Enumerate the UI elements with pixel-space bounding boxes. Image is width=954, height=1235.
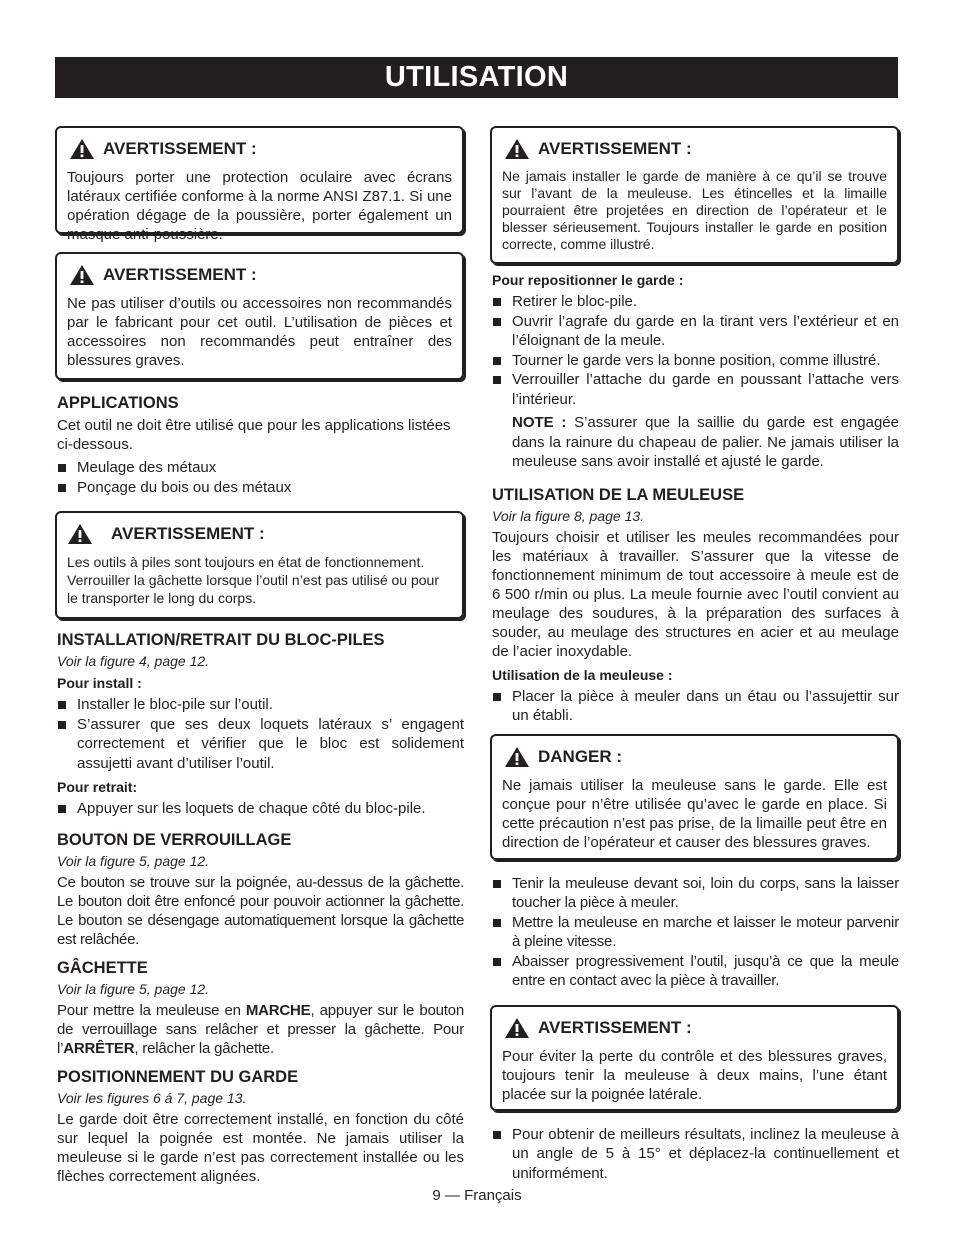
remove-label: Pour retrait: xyxy=(57,779,138,795)
warning-title: AVERTISSEMENT : xyxy=(103,265,257,284)
figure-reference: Voir la figure 8, page 13. xyxy=(492,507,645,524)
list-item: Meulage des métaux xyxy=(55,458,464,478)
right-column xyxy=(490,126,899,1187)
list-item: Verrouiller l’attache du garde en poussant l’attache vers l’intérieur. xyxy=(490,370,899,409)
warning-text: Ne jamais installer le garde de manière à ce qu’il se trouve sur l’avant de la meuleuse. Les étincelles et la limaille pourraient être projetées en direction de l’opérateur et le blesser sérieusement. Toujours installer le garde en position correcte, comme illustré. xyxy=(502,168,887,252)
danger-text: Ne jamais utiliser la meuleuse sans le garde. Elle est conçue pour n’être utilisée qu’avec le garde en place. Si cette précaution n’est pas prise, de la limaille peut être en direction de l’opérateur et causer des blessures graves. xyxy=(502,776,887,851)
figure-reference: Voir les figures 6 á 7, page 13. xyxy=(57,1089,247,1106)
list-item: Ouvrir l’agrafe du garde en la tirant vers l’extérieur et en l’éloignant de la meule. xyxy=(490,312,899,351)
list-item: Pour obtenir de meilleurs résultats, inclinez la meuleuse à un angle de 5 à 15° et déplacez-la continuellement et uniformément. xyxy=(490,1125,899,1184)
warning-text: Ne pas utiliser d’outils ou accessoires non recommandés par le fabricant pour cet outil. L’utilisation de pièces et accessoires non recommandés peut entraîner des blessures graves. xyxy=(67,295,452,369)
section-heading-install: INSTALLATION/RETRAIT DU BLOC-PILES xyxy=(57,631,385,649)
figure-reference: Voir la figure 4, page 12. xyxy=(57,653,210,669)
trigger-text: Pour mettre la meuleuse en MARCHE, appuyer sur le bouton de verrouillage sans relâcher et presser la gâchette. Pour l’ARRÊTER, relâcher la gâchette. xyxy=(57,1001,464,1057)
list-item: Retirer le bloc-pile. xyxy=(490,292,899,312)
warning-icon xyxy=(504,746,530,768)
reposition-list xyxy=(490,292,899,409)
usage-label: Utilisation de la meuleuse : xyxy=(492,666,673,683)
warning-title: AVERTISSEMENT : xyxy=(538,139,692,158)
warning-icon xyxy=(69,264,95,286)
section-heading-applications: APPLICATIONS xyxy=(57,394,179,412)
page-title: UTILISATION xyxy=(55,57,898,98)
lock-button-text: Ce bouton se trouve sur la poignée, au-dessus de la gâchette. Le bouton doit être enfoncé pour pouvoir actionner la gâchette. Le bouton se désengage automatiquement lorsque la gâchette est relâchée. xyxy=(57,873,464,948)
reposition-label: Pour repositionner le garde : xyxy=(492,272,684,288)
warning-text: Les outils à piles sont toujours en état de fonctionnement. Verrouiller la gâchette lorsque l’outil n’est pas utilisé ou pour le transporter le long du corps. xyxy=(67,554,439,606)
warning-icon xyxy=(67,523,93,545)
warning-box-guard-position xyxy=(490,126,899,264)
list-item: Ponçage du bois ou des métaux xyxy=(55,478,464,498)
list-item: Mettre la meuleuse en marche et laisser le moteur parvenir à pleine vitesse. xyxy=(490,913,899,952)
warning-icon xyxy=(504,138,530,160)
section-heading-trigger: GÂCHETTE xyxy=(57,958,148,977)
warning-box-eye-protection xyxy=(55,126,464,243)
list-item: Placer la pièce à meuler dans un étau ou l’assujettir sur un établi. xyxy=(490,687,899,726)
warning-box-accessories xyxy=(55,252,464,380)
warning-box-two-hands xyxy=(490,1005,899,1111)
warning-icon xyxy=(69,138,95,160)
danger-box xyxy=(490,734,899,860)
left-column xyxy=(55,126,464,1190)
guard-text: Le garde doit être correctement installé, en fonction du côté sur lequel la poignée est montée. Ne jamais utiliser la meuleuse si le garde n’est pas correctement installée ou les flèches correctement alignées. xyxy=(57,1110,464,1185)
warning-title: AVERTISSEMENT : xyxy=(538,1017,692,1037)
usage-text: Toujours choisir et utiliser les meules recommandées pour les matériaux à travailler. S’assurer que la vitesse de fonctionnement minimum de tout accessoire à meule est de 6 500 r/min ou plus. La meule fournie avec l’outil convient au meulage des soudures, à la préparation des surfaces à souder, au meulage des structures en acier et au meulage de l’acier inoxydable. xyxy=(492,528,899,660)
list-item: Abaisser progressivement l’outil, jusqu’à ce que la meule entre en contact avec la pièce à travailler. xyxy=(490,952,899,991)
warning-box-battery xyxy=(55,511,464,619)
final-list xyxy=(490,1125,899,1184)
remove-list xyxy=(55,799,464,819)
reposition-note: NOTE : S’assurer que la saillie du garde est engagée dans la rainure du chapeau de palier. Ne jamais utiliser la meuleuse sans avoir installé et ajusté le garde. xyxy=(512,414,899,470)
figure-reference: Voir la figure 5, page 12. xyxy=(57,980,210,997)
install-list xyxy=(55,695,464,773)
warning-text: Pour éviter la perte du contrôle et des blessures graves, toujours tenir la meuleuse à deux mains, l’une étant placée sur la poignée latérale. xyxy=(502,1047,887,1103)
warning-title: AVERTISSEMENT : xyxy=(111,524,265,543)
section-heading-usage: UTILISATION DE LA MEULEUSE xyxy=(492,485,745,504)
page-footer: 9 — Français xyxy=(432,1187,522,1204)
warning-icon xyxy=(504,1017,530,1039)
usage-list xyxy=(490,687,899,726)
figure-reference: Voir la figure 5, page 12. xyxy=(57,852,210,869)
steps-list xyxy=(490,874,899,991)
applications-list xyxy=(55,458,464,497)
list-item: Appuyer sur les loquets de chaque côté du bloc-pile. xyxy=(55,799,464,819)
applications-intro: Cet outil ne doit être utilisé que pour les applications listées ci-dessous. xyxy=(57,417,451,453)
danger-title: DANGER : xyxy=(538,746,623,766)
warning-title: AVERTISSEMENT : xyxy=(103,139,257,158)
list-item: Tenir la meuleuse devant soi, loin du corps, sans la laisser toucher la pièce à meuler. xyxy=(490,874,899,913)
list-item: S’assurer que ses deux loquets latéraux s’ engagent correctement et vérifier que le bloc est solidement assujetti avant d’utiliser l’outil. xyxy=(55,715,464,774)
warning-text: Toujours porter une protection oculaire avec écrans latéraux certifiée conforme à la norme ANSI Z87.1. Si une opération dégage de la poussière, porter également un masque anti-poussière. xyxy=(67,169,452,243)
section-heading-guard: POSITIONNEMENT DU GARDE xyxy=(57,1067,299,1086)
install-label: Pour install : xyxy=(57,675,142,691)
section-heading-lock-button: BOUTON DE VERROUILLAGE xyxy=(57,830,292,849)
list-item: Installer le bloc-pile sur l’outil. xyxy=(55,695,464,715)
list-item: Tourner le garde vers la bonne position, comme illustré. xyxy=(490,351,899,371)
